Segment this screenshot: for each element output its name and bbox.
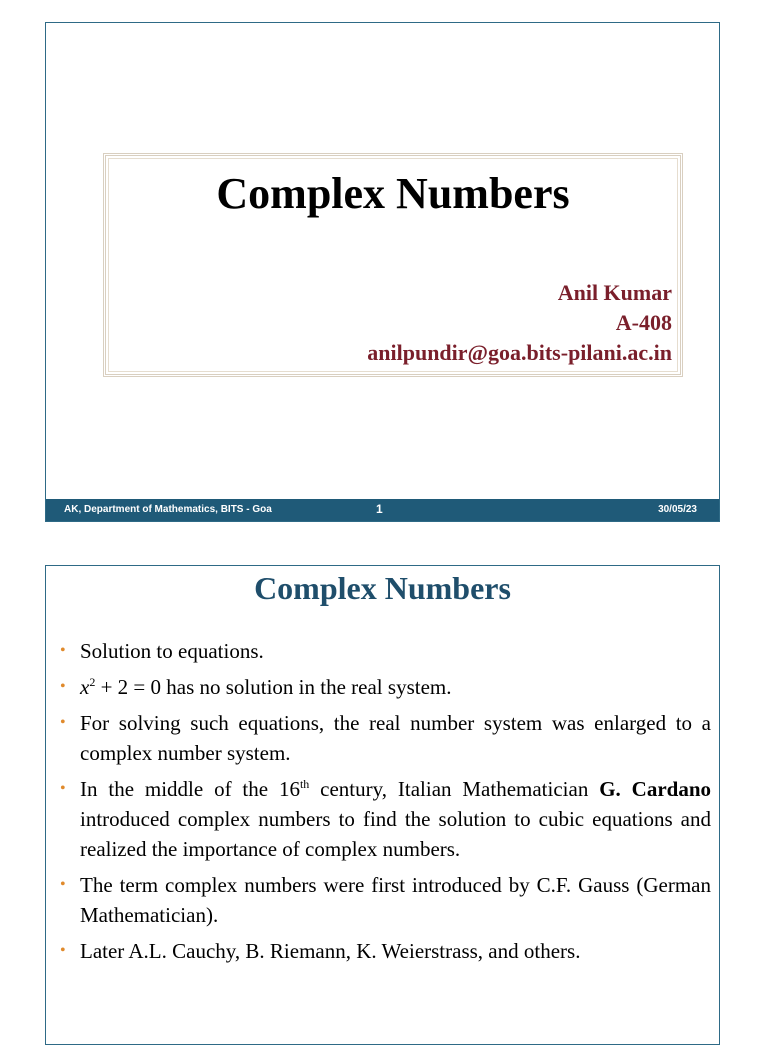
title-frame bbox=[103, 153, 683, 377]
equation-exponent: 2 bbox=[89, 675, 96, 689]
equation-variable: x bbox=[80, 675, 90, 699]
slide-title: Complex Numbers bbox=[254, 570, 511, 606]
bullet-text: introduced complex numbers to find the solution to cubic equations and realized the importance of complex numbers. bbox=[80, 807, 711, 861]
bullet-icon: • bbox=[60, 876, 66, 893]
slide-footer bbox=[46, 499, 719, 521]
bullet-icon: • bbox=[60, 780, 66, 797]
list-item bbox=[58, 870, 711, 930]
author-name: Anil Kumar bbox=[557, 280, 672, 305]
list-item bbox=[58, 708, 711, 768]
author-email: anilpundir@goa.bits-pilani.ac.in bbox=[367, 340, 672, 365]
bullet-text: + 2 = 0 has no solution in the real system. bbox=[95, 675, 452, 699]
bullet-icon: • bbox=[60, 714, 66, 731]
bullet-icon: • bbox=[60, 642, 66, 659]
author-block bbox=[367, 278, 672, 368]
list-item bbox=[58, 636, 711, 666]
bullet-text: century, Italian Mathematician bbox=[309, 777, 600, 801]
footer-page-number: 1 bbox=[376, 502, 383, 516]
author-room: A-408 bbox=[615, 310, 672, 335]
slide-1 bbox=[45, 22, 720, 522]
list-item bbox=[58, 774, 711, 864]
slide-2 bbox=[45, 565, 720, 1045]
list-item bbox=[58, 936, 711, 966]
bullet-text: The term complex numbers were first introduced by C.F. Gauss (German Mathematician). bbox=[80, 873, 711, 927]
mathematician-name: G. Cardano bbox=[599, 777, 711, 801]
footer-date: 30/05/23 bbox=[658, 504, 697, 515]
bullet-icon: • bbox=[60, 678, 66, 695]
bullet-text: In the middle of the 16 bbox=[80, 777, 300, 801]
bullet-list bbox=[58, 636, 711, 972]
bullet-text: For solving such equations, the real number system was enlarged to a complex number system. bbox=[80, 711, 711, 765]
slide-title: Complex Numbers bbox=[216, 169, 570, 218]
ordinal-suffix: th bbox=[299, 777, 310, 791]
bullet-text: Later A.L. Cauchy, B. Riemann, K. Weierstrass, and others. bbox=[80, 939, 581, 963]
bullet-icon: • bbox=[60, 942, 66, 959]
list-item bbox=[58, 672, 711, 702]
footer-department: AK, Department of Mathematics, BITS - Goa bbox=[64, 504, 272, 515]
bullet-text: Solution to equations. bbox=[80, 639, 264, 663]
